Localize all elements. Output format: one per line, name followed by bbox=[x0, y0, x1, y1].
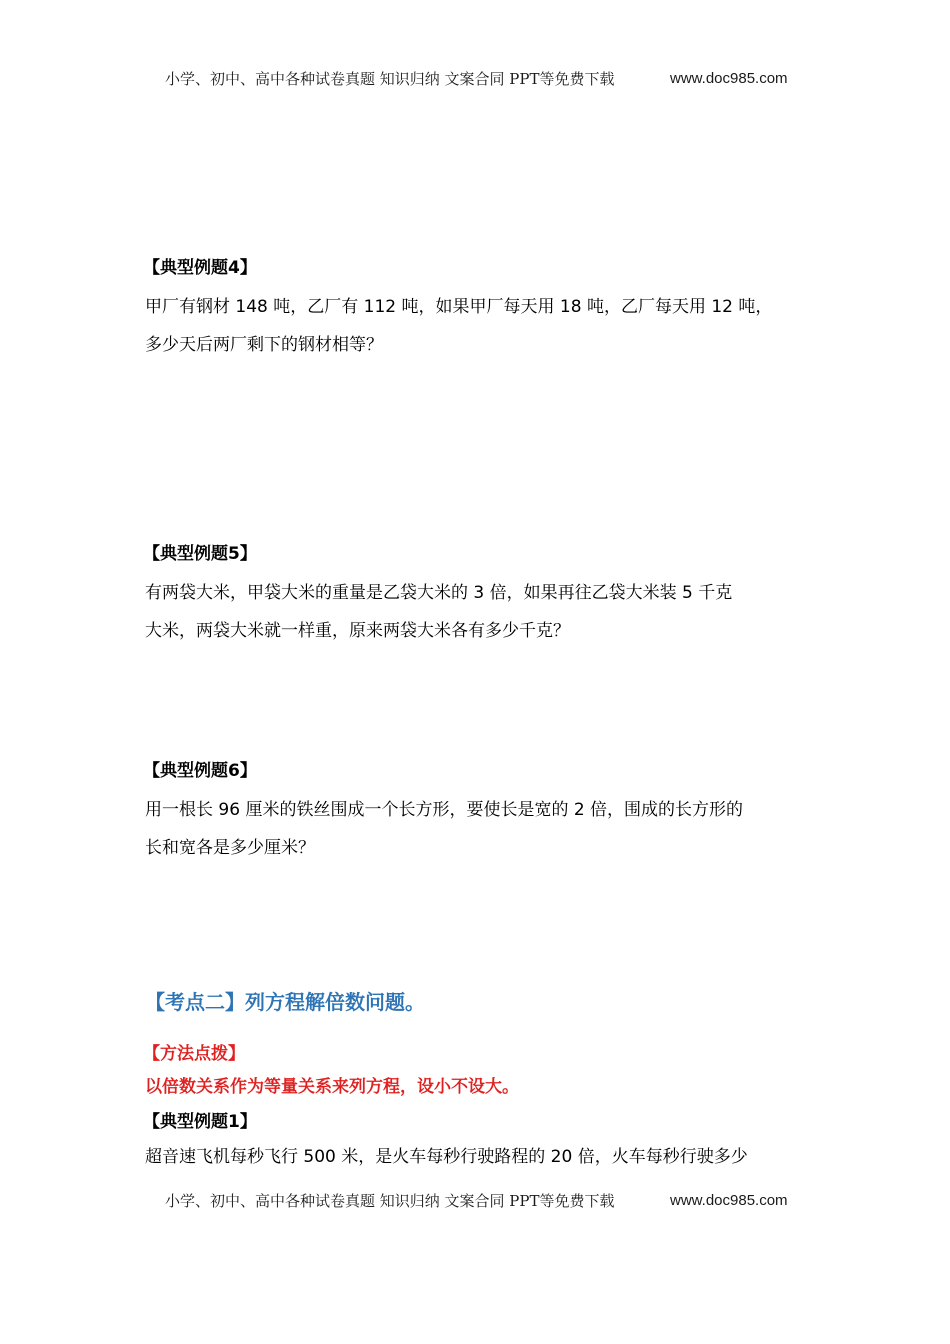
example-1-text: 超音速飞机每秒飞行 500 米，是火车每秒行驶路程的 20 倍，火车每秒行驶多少 bbox=[145, 1147, 748, 1167]
method-text: 以倍数关系作为等量关系来列方程，设小不设大。 bbox=[145, 1077, 519, 1097]
method-heading: 【方法点拨】 bbox=[143, 1044, 245, 1064]
example-6-line-2: 长和宽各是多少厘米？ bbox=[145, 838, 315, 858]
example-5-text bbox=[145, 574, 810, 650]
example-6-text bbox=[145, 791, 810, 867]
example-5-heading: 【典型例题5】 bbox=[143, 544, 257, 564]
example-4-text bbox=[145, 288, 810, 364]
example-5-line-1: 有两袋大米，甲袋大米的重量是乙袋大米的 3 倍，如果再往乙袋大米装 5 千克 bbox=[145, 583, 733, 603]
page-footer bbox=[165, 1190, 805, 1212]
example-4-line-2: 多少天后两厂剩下的钢材相等？ bbox=[145, 335, 383, 355]
header-site: www.doc985.com bbox=[670, 70, 788, 87]
footer-text: 小学、初中、高中各种试卷真题 知识归纳 文案合同 PPT等免费下载 bbox=[165, 1192, 615, 1210]
example-4 bbox=[145, 256, 810, 364]
example-4-line-1: 甲厂有钢材 148 吨，乙厂有 112 吨，如果甲厂每天用 18 吨，乙厂每天用 12 吨， bbox=[145, 297, 773, 317]
example-6-line-1: 用一根长 96 厘米的铁丝围成一个长方形，要使长是宽的 2 倍，围成的长方形的 bbox=[145, 800, 744, 820]
example-6 bbox=[145, 759, 810, 867]
example-6-heading: 【典型例题6】 bbox=[143, 761, 257, 781]
example-5 bbox=[145, 542, 810, 650]
example-4-heading: 【典型例题4】 bbox=[143, 258, 257, 278]
page-header bbox=[165, 68, 805, 90]
footer-site: www.doc985.com bbox=[670, 1192, 788, 1209]
section-title: 【考点二】列方程解倍数问题。 bbox=[145, 990, 425, 1014]
example-5-line-2: 大米，两袋大米就一样重，原来两袋大米各有多少千克？ bbox=[145, 621, 570, 641]
example-1-heading: 【典型例题1】 bbox=[143, 1112, 257, 1132]
header-text: 小学、初中、高中各种试卷真题 知识归纳 文案合同 PPT等免费下载 bbox=[165, 70, 615, 88]
